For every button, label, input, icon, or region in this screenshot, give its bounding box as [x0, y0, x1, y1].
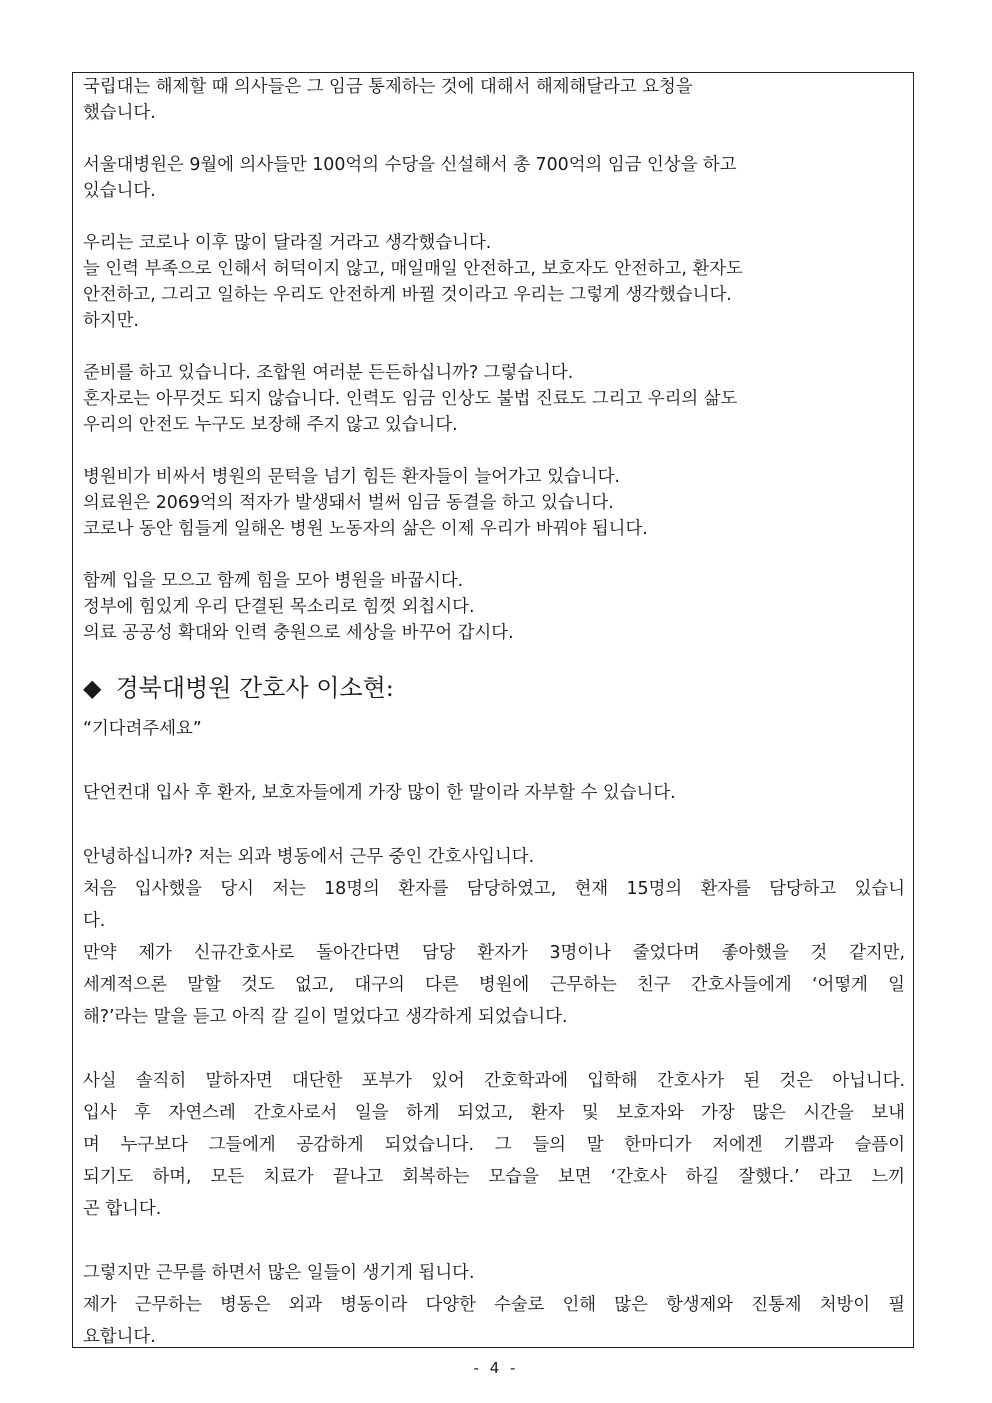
document-frame [72, 72, 914, 1348]
paragraph-gap [83, 1033, 905, 1065]
text-line: 제가 근무하는 병동은 외과 병동이라 다양한 수술로 인해 많은 항생제와 진통제 처방이 필 [83, 1295, 905, 1315]
text-line: 안녕하십니까? 저는 외과 병동에서 근무 중인 간호사입니다. [83, 847, 535, 867]
text-line: 하지만. [83, 311, 139, 331]
text-line: 입사 후 자연스레 간호사로서 일을 하게 되었고, 환자 및 보호자와 가장 많은 시간을 보내 [83, 1103, 905, 1123]
text-line: 며 누구보다 그들에게 공감하게 되었습니다. 그 들의 말 한마디가 저에겐 기쁨과 슬픔이 [83, 1135, 905, 1155]
text-line: 함께 입을 모으고 함께 힘을 모아 병원을 바꿉시다. [83, 571, 464, 591]
paragraph-gap [83, 334, 905, 360]
text-line: 처음 입사했을 당시 저는 18명의 환자를 담당하였고, 현재 15명의 환자를 담당하고 있습니 [83, 879, 905, 899]
quote-line: “기다려주세요” [83, 719, 202, 739]
text-line: 서울대병원은 9월에 의사들만 100억의 수당을 신설해서 총 700억의 임금 인상을 하고 [83, 155, 737, 175]
paragraph-gap [83, 438, 905, 464]
paragraph-gap [83, 1225, 905, 1257]
diamond-bullet-icon: ◆ [83, 674, 102, 702]
speech-section [83, 713, 905, 1353]
text-line: 우리의 안전도 누구도 보장해 주지 않고 있습니다. [83, 415, 458, 435]
text-line: 그렇지만 근무를 하면서 많은 일들이 생기게 됩니다. [83, 1263, 475, 1283]
paragraph-gap [83, 809, 905, 841]
speech-continuation [83, 74, 905, 646]
text-line: 곤 합니다. [83, 1199, 162, 1219]
text-line: 세계적으론 말할 것도 없고, 대구의 다른 병원에 근무하는 친구 간호사들에게 ‘어떻게 일 [83, 975, 905, 995]
text-line: 혼자로는 아무것도 되지 않습니다. 인력도 임금 인상도 불법 진료도 그리고 우리의 삶도 [83, 389, 738, 409]
text-line: 단언컨대 입사 후 환자, 보호자들에게 가장 많이 한 말이라 자부할 수 있습니다. [83, 783, 676, 803]
text-line: 요합니다. [83, 1327, 156, 1347]
text-line: 국립대는 해제할 때 의사들은 그 임금 통제하는 것에 대해서 해제해달라고 요청을 [83, 77, 693, 97]
paragraph-gap [83, 204, 905, 230]
text-line: 늘 인력 부족으로 인해서 허덕이지 않고, 매일매일 안전하고, 보호자도 안전하고, 환자도 [83, 259, 743, 279]
text-line: 되기도 하며, 모든 치료가 끝나고 회복하는 모습을 보면 ‘간호사 하길 잘했다.’ 라고 느끼 [83, 1167, 905, 1187]
text-line: 의료원은 2069억의 적자가 발생돼서 벌써 임금 동결을 하고 있습니다. [83, 493, 614, 513]
section-heading [83, 671, 394, 705]
paragraph-gap [83, 542, 905, 568]
text-line: 있습니다. [83, 181, 156, 201]
text-line: 준비를 하고 있습니다. 조합원 여러분 든든하십니까? 그렇습니다. [83, 363, 574, 383]
text-line: 만약 제가 신규간호사로 돌아간다면 담당 환자가 3명이나 줄었다며 좋아했을 것 같지만, [83, 943, 905, 963]
text-line: 병원비가 비싸서 병원의 문턱을 넘기 힘든 환자들이 늘어가고 있습니다. [83, 467, 620, 487]
text-line: 의료 공공성 확대와 인력 충원으로 세상을 바꾸어 갑시다. [83, 623, 514, 643]
text-line: 했습니다. [83, 103, 156, 123]
paragraph-gap [83, 126, 905, 152]
text-line: 정부에 힘있게 우리 단결된 목소리로 힘껏 외칩시다. [83, 597, 475, 617]
text-line: 다. [83, 911, 106, 931]
paragraph-gap [83, 745, 905, 777]
text-line: 우리는 코로나 이후 많이 달라질 거라고 생각했습니다. [83, 233, 492, 253]
text-line: 코로나 동안 힘들게 일해온 병원 노동자의 삶은 이제 우리가 바꿔야 됩니다. [83, 519, 648, 539]
text-line: 해?’라는 말을 듣고 아직 갈 길이 멀었다고 생각하게 되었습니다. [83, 1007, 568, 1027]
text-line: 안전하고, 그리고 일하는 우리도 안전하게 바뀔 것이라고 우리는 그렇게 생각했습니다. [83, 285, 732, 305]
text-line: 사실 솔직히 말하자면 대단한 포부가 있어 간호학과에 입학해 간호사가 된 것은 아닙니다. [83, 1071, 905, 1091]
section-heading-text: 경북대병원 간호사 이소현: [115, 674, 394, 702]
page-number: - 4 - [473, 1359, 519, 1377]
